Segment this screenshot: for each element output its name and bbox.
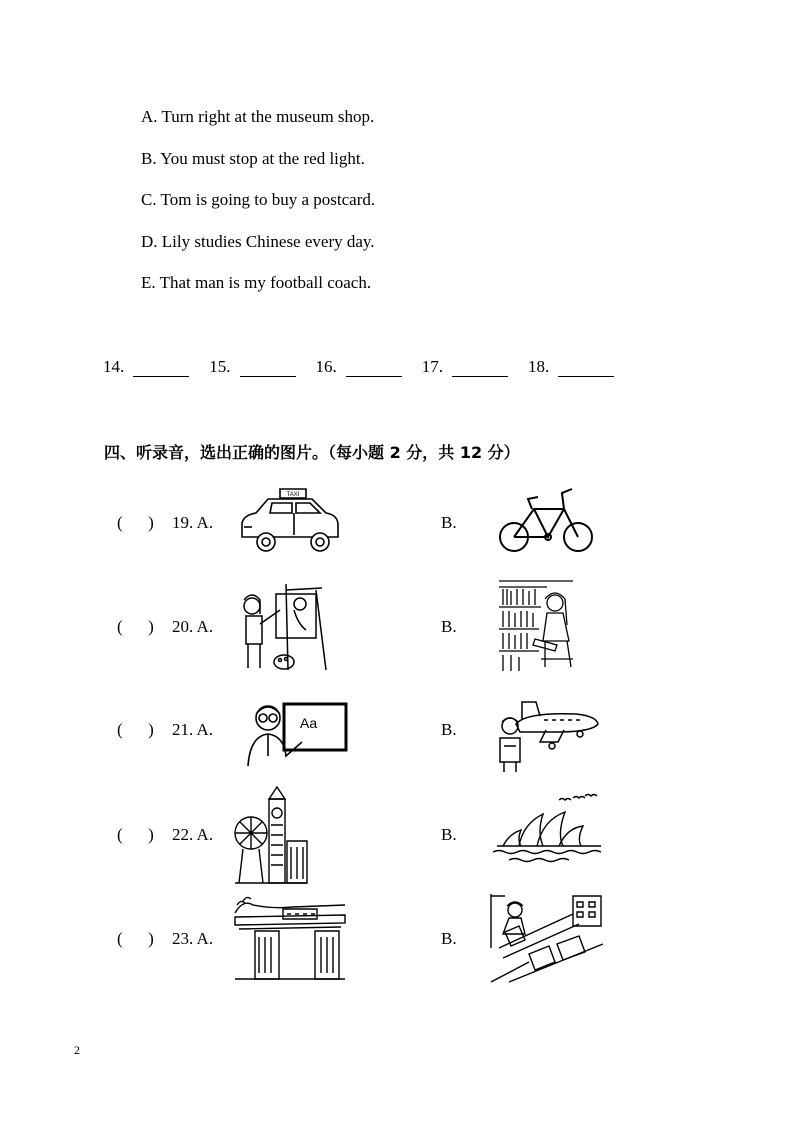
blank-line[interactable] xyxy=(240,360,296,377)
option-text: Tom is going to buy a postcard. xyxy=(160,190,376,209)
reader-library-icon[interactable] xyxy=(497,579,575,673)
sydney-opera-house-icon[interactable] xyxy=(489,790,603,868)
question-number: 21. A. xyxy=(172,720,214,739)
option-b-label: B. xyxy=(441,513,457,532)
option-b-label: B. xyxy=(441,720,457,739)
taxi-sign-text: TAXI xyxy=(286,492,300,498)
answer-blank-16[interactable] xyxy=(316,357,402,377)
teacher-blackboard-icon[interactable] xyxy=(246,696,348,768)
answer-blanks xyxy=(103,357,634,377)
option-b-label: B. xyxy=(441,825,457,844)
answer-paren[interactable]: ( ) xyxy=(117,825,154,844)
london-big-ben-icon[interactable] xyxy=(233,785,309,885)
answer-paren[interactable]: ( ) xyxy=(117,617,154,636)
section-title: 四、听录音，选出正确的图片。（每小题 2 分，共 12 分） xyxy=(104,443,520,462)
option-d xyxy=(141,232,375,252)
option-letter: C. xyxy=(141,190,157,209)
blank-line[interactable] xyxy=(133,360,189,377)
blank-number: 15. xyxy=(209,357,231,376)
blank-number: 16. xyxy=(315,357,337,376)
answer-paren[interactable]: ( ) xyxy=(117,720,154,739)
question-number: 20. A. xyxy=(172,617,214,636)
option-b-label: B. xyxy=(441,929,457,948)
chinese-gate-icon[interactable] xyxy=(233,895,347,981)
blank-number: 17. xyxy=(421,357,443,376)
option-text: That man is my football coach. xyxy=(159,273,372,292)
option-text: You must stop at the red light. xyxy=(160,149,365,168)
question-number: 19. A. xyxy=(172,513,214,532)
option-b xyxy=(141,149,365,169)
blank-number: 18. xyxy=(528,357,550,376)
option-c xyxy=(141,190,375,210)
answer-blank-15[interactable] xyxy=(209,357,295,377)
painter-icon[interactable] xyxy=(236,580,328,674)
factory-worker-icon[interactable] xyxy=(489,892,605,984)
pilot-plane-icon[interactable] xyxy=(496,690,600,772)
blank-line[interactable] xyxy=(558,360,614,377)
option-letter: E. xyxy=(141,273,156,292)
blank-line[interactable] xyxy=(346,360,402,377)
option-letter: A. xyxy=(141,107,158,126)
option-letter: D. xyxy=(141,232,158,251)
answer-blank-17[interactable] xyxy=(422,357,508,377)
blank-number: 14. xyxy=(103,357,125,376)
answer-blank-18[interactable] xyxy=(528,357,614,377)
option-text: Lily studies Chinese every day. xyxy=(161,232,375,251)
answer-blank-14[interactable] xyxy=(103,357,189,377)
answer-paren[interactable]: ( ) xyxy=(117,929,154,948)
question-number: 22. A. xyxy=(172,825,214,844)
page-number: 2 xyxy=(74,1043,80,1057)
board-text: Aa xyxy=(300,715,318,731)
option-text: Turn right at the museum shop. xyxy=(161,107,375,126)
option-a xyxy=(141,107,374,127)
question-number: 23. A. xyxy=(172,929,214,948)
bicycle-icon[interactable] xyxy=(492,481,604,563)
option-b-label: B. xyxy=(441,617,457,636)
blank-line[interactable] xyxy=(452,360,508,377)
option-letter: B. xyxy=(141,149,157,168)
option-e xyxy=(141,273,371,293)
taxi-icon[interactable] xyxy=(234,485,342,557)
answer-paren[interactable]: ( ) xyxy=(117,513,154,532)
